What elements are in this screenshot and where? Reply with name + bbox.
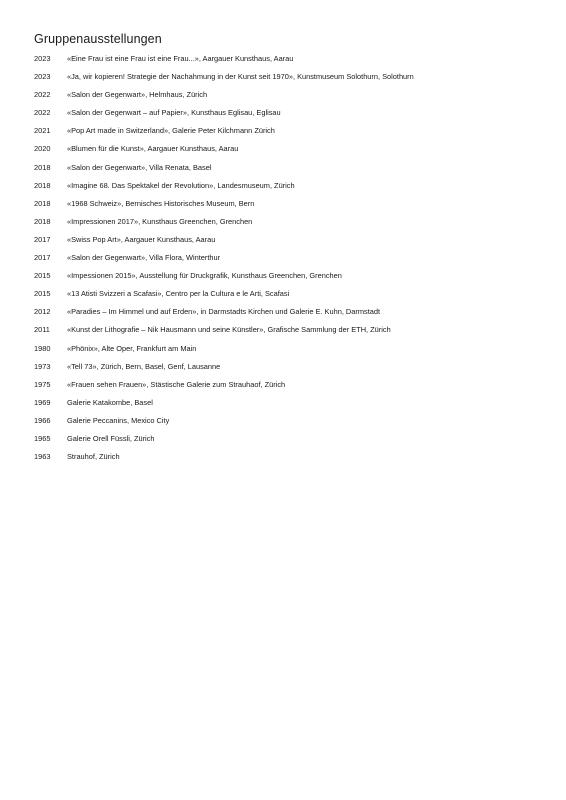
exhibition-year: 2018 — [34, 180, 51, 190]
exhibition-entry: «Imagine 68. Das Spektakel der Revolution», Landesmuseum, Zürich — [67, 180, 295, 190]
exhibition-row — [34, 198, 544, 216]
exhibition-year: 2017 — [34, 234, 51, 244]
exhibition-entry: «Paradies – Im Himmel und auf Erden», in Darmstadts Kirchen und Galerie E. Kuhn, Darmstadt — [67, 307, 381, 317]
exhibition-year: 2011 — [34, 325, 50, 335]
exhibition-year: 2023 — [34, 72, 51, 82]
exhibition-row — [34, 143, 544, 161]
exhibition-row — [34, 53, 544, 71]
exhibition-row — [34, 162, 544, 180]
exhibition-entry: «Blumen für die Kunst», Aargauer Kunsthaus, Aarau — [67, 144, 239, 154]
exhibition-entry: Galerie Katakombe, Basel — [67, 397, 153, 407]
exhibition-year: 1969 — [34, 397, 51, 407]
exhibition-row — [34, 71, 544, 89]
exhibition-row — [34, 343, 544, 361]
exhibition-year: 2022 — [34, 90, 51, 100]
exhibition-entry: «Impressionen 2017», Kunsthaus Greenchen, Grenchen — [67, 216, 253, 226]
exhibition-row — [34, 288, 544, 306]
exhibition-row — [34, 361, 544, 379]
exhibition-row — [34, 216, 544, 234]
exhibition-year: 2018 — [34, 162, 51, 172]
exhibition-year: 2015 — [34, 289, 51, 299]
exhibition-row — [34, 252, 544, 270]
page-title: Gruppenausstellungen — [34, 32, 162, 46]
exhibition-entry: «Eine Frau ist eine Frau ist eine Frau...», Aargauer Kunsthaus, Aarau — [67, 54, 294, 63]
exhibition-year: 2021 — [34, 126, 51, 136]
exhibition-entry: Galerie Orell Füssli, Zürich — [67, 433, 155, 443]
exhibition-entry: «Salon der Gegenwart», Villa Flora, Winterthur — [67, 253, 221, 263]
exhibition-row — [34, 397, 544, 415]
exhibition-entry: «Salon der Gegenwart – auf Papier», Kunsthaus Eglisau, Eglisau — [67, 108, 281, 118]
exhibition-entry: Strauhof, Zürich — [67, 452, 120, 462]
exhibition-year: 1966 — [34, 415, 51, 425]
exhibition-entry: «Swiss Pop Art», Aargauer Kunsthaus, Aarau — [67, 234, 216, 244]
exhibition-row — [34, 433, 544, 451]
exhibition-year: 1980 — [34, 343, 51, 353]
exhibition-entry: «Pop Art made in Switzerland», Galerie Peter Kilchmann Zürich — [67, 126, 275, 136]
exhibition-entry: Galerie Peccanins, Mexico City — [67, 415, 170, 425]
exhibition-year: 2015 — [34, 271, 51, 281]
exhibition-entry: «Kunst der Lithografie – Nik Hausmann und seine Künstler», Grafische Sammlung der ETH, Zürich — [67, 325, 391, 335]
exhibition-entry: «Frauen sehen Frauen», Stästische Galerie zum Strauhaof, Zürich — [67, 379, 286, 389]
exhibition-row — [34, 415, 544, 433]
exhibition-year: 2018 — [34, 198, 51, 208]
exhibition-year: 2018 — [34, 216, 51, 226]
exhibition-entry: «Salon der Gegenwart», Helmhaus, Zürich — [67, 90, 208, 100]
exhibition-year: 1975 — [34, 379, 51, 389]
exhibition-row — [34, 89, 544, 107]
exhibition-year: 2023 — [34, 54, 51, 63]
exhibition-entry: «Phönix», Alte Oper, Frankfurt am Main — [67, 343, 197, 353]
exhibition-year: 1965 — [34, 433, 51, 443]
exhibition-row — [34, 379, 544, 397]
exhibition-row — [34, 125, 544, 143]
exhibition-row — [34, 324, 544, 342]
exhibition-entry: «Ja, wir kopieren! Strategie der Nachahmung in der Kunst seit 1970», Kunstmuseum Solothurn, Solothurn — [67, 72, 414, 82]
exhibition-row — [34, 234, 544, 252]
exhibition-year: 1963 — [34, 452, 51, 462]
exhibition-entry: «1968 Schweiz», Bernisches Historisches Museum, Bern — [67, 198, 255, 208]
exhibition-row — [34, 451, 544, 469]
exhibition-row — [34, 180, 544, 198]
exhibition-year: 1973 — [34, 361, 51, 371]
exhibition-entry: «Tell 73», Zürich, Bern, Basel, Genf, Lausanne — [67, 361, 221, 371]
exhibition-entry: «Impessionen 2015», Ausstellung für Druckgrafik, Kunsthaus Greenchen, Grenchen — [67, 271, 342, 281]
exhibition-row — [34, 270, 544, 288]
exhibition-entry: «Salon der Gegenwart», Villa Renata, Basel — [67, 162, 212, 172]
exhibition-row — [34, 306, 544, 324]
exhibition-year: 2022 — [34, 108, 51, 118]
exhibition-year: 2020 — [34, 144, 51, 154]
exhibition-year: 2017 — [34, 253, 51, 263]
exhibition-row — [34, 107, 544, 125]
exhibition-entry: «13 Atisti Svizzeri a Scafasi», Centro per la Cultura e le Arti, Scafasi — [67, 289, 290, 299]
exhibition-list — [34, 53, 544, 469]
exhibition-year: 2012 — [34, 307, 51, 317]
